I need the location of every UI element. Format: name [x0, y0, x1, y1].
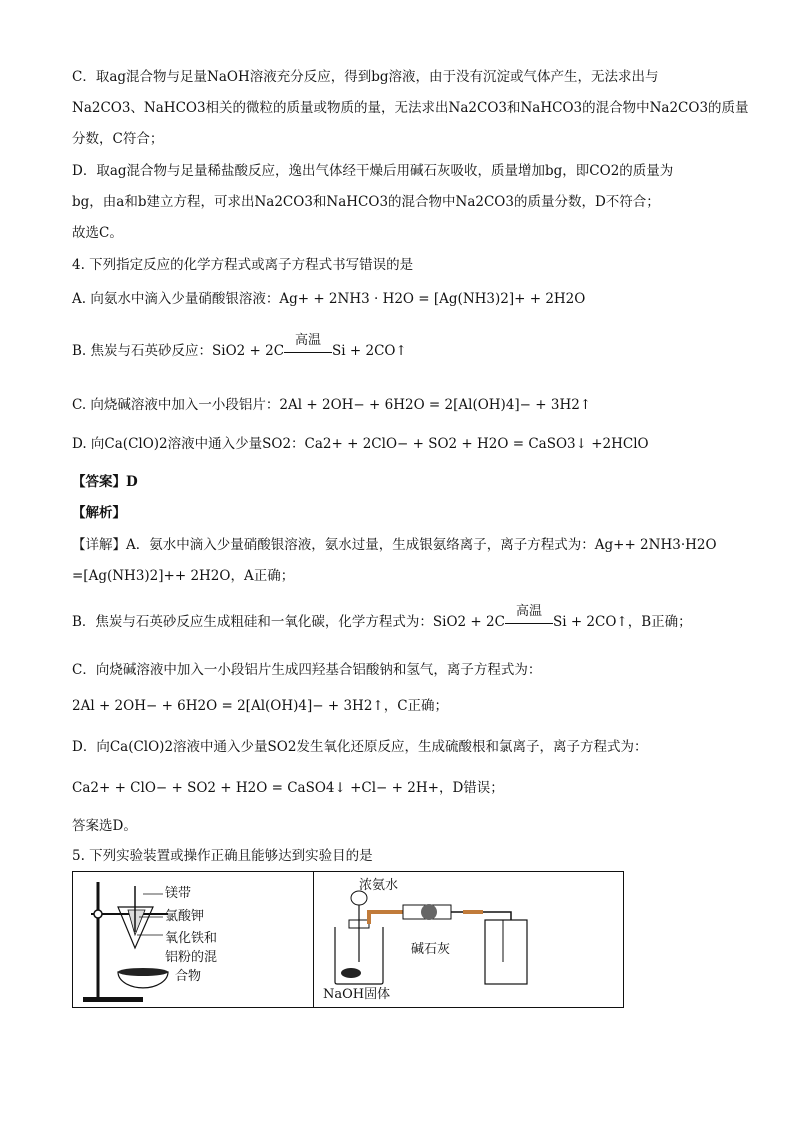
reaction-condition	[505, 603, 553, 633]
explanation-line: =[Ag(NH3)2]++ 2H2O，A正确；	[72, 568, 295, 584]
text-line: D．取ag混合物与足量稀盐酸反应，逸出气体经干燥后用碱石灰吸收，质量增加bg，即CO2的质量为	[72, 163, 674, 179]
equation-right: Si + 2CO↑，B正确；	[552, 614, 692, 630]
reaction-arrow-line	[284, 352, 332, 353]
answer-line: 答案选D。	[72, 818, 137, 834]
condition-label: 高温	[295, 332, 322, 348]
question-5-stem: 5. 下列实验装置或操作正确且能够达到实验目的是	[72, 848, 373, 864]
equation-left: B．焦炭与石英砂反应生成粗硅和一氧化碳，化学方程式为：SiO2 + 2C	[72, 614, 505, 630]
apparatus-figure	[72, 871, 624, 1008]
figure-label: NaOH固体	[323, 987, 391, 1002]
equation-left: B. 焦炭与石英砂反应：SiO2 + 2C	[72, 343, 285, 359]
figure-label: 氧化铁和	[165, 931, 218, 946]
text-line: 故选C。	[72, 225, 123, 241]
figure-label: 镁带	[165, 886, 192, 901]
reaction-arrow-line	[505, 623, 553, 624]
figure-label: 氯酸钾	[165, 909, 205, 924]
option-b	[72, 332, 407, 362]
explanation-line: D．向Ca(ClO)2溶液中通入少量SO2发生氧化还原反应，生成硫酸根和氯离子，离子方程式为：	[72, 739, 648, 755]
option-a: A. 向氨水中滴入少量硝酸银溶液：Ag+ + 2NH3 · H2O = [Ag(NH3)2]+ + 2H2O	[72, 291, 586, 307]
explanation-line: 2Al + 2OH− + 6H2O = 2[Al(OH)4]− + 3H2↑，C正确；	[72, 698, 449, 714]
answer-label: 【答案】D	[72, 474, 138, 490]
option-c: C. 向烧碱溶液中加入一小段铝片：2Al + 2OH− + 6H2O = 2[Al(OH)4]− + 3H2↑	[72, 397, 592, 413]
analysis-label: 【解析】	[72, 505, 126, 521]
text-line: bg，由a和b建立方程，可求出Na2CO3和NaHCO3的混合物中Na2CO3的质量分数，D不符合；	[72, 194, 660, 210]
figure-label: 碱石灰	[411, 942, 451, 957]
explanation-line: C．向烧碱溶液中加入一小段铝片生成四羟基合铝酸钠和氢气，离子方程式为：	[72, 662, 542, 678]
reaction-condition	[284, 332, 332, 362]
condition-label: 高温	[515, 603, 542, 619]
figure-label: 合物	[175, 969, 202, 984]
figure-label: 铝粉的混	[165, 950, 218, 965]
text-line: Na2CO3、NaHCO3相关的微粒的质量或物质的量，无法求出Na2CO3和NaHCO3的混合物中Na2CO3的质量	[72, 100, 749, 116]
option-d: D. 向Ca(ClO)2溶液中通入少量SO2：Ca2+ + 2ClO− + SO2 + H2O = CaSO3↓ +2HClO	[72, 436, 649, 452]
explanation-line	[72, 603, 692, 633]
text-line: 分数，C符合；	[72, 131, 164, 147]
equation-right: Si + 2CO↑	[332, 343, 407, 359]
explanation-line: Ca2+ + ClO− + SO2 + H2O = CaSO4↓ +Cl− + 2H+，D错误；	[72, 780, 504, 796]
text-line: C．取ag混合物与足量NaOH溶液充分反应，得到bg溶液，由于没有沉淀或气体产生，无法求出与	[72, 69, 659, 85]
figure-label: 浓氨水	[359, 878, 399, 893]
explanation-line: 【详解】A．氨水中滴入少量硝酸银溶液，氨水过量，生成银氨络离子，离子方程式为：Ag++ 2NH3·H2O	[72, 537, 717, 553]
question-4-stem: 4. 下列指定反应的化学方程式或离子方程式书写错误的是	[72, 257, 414, 273]
